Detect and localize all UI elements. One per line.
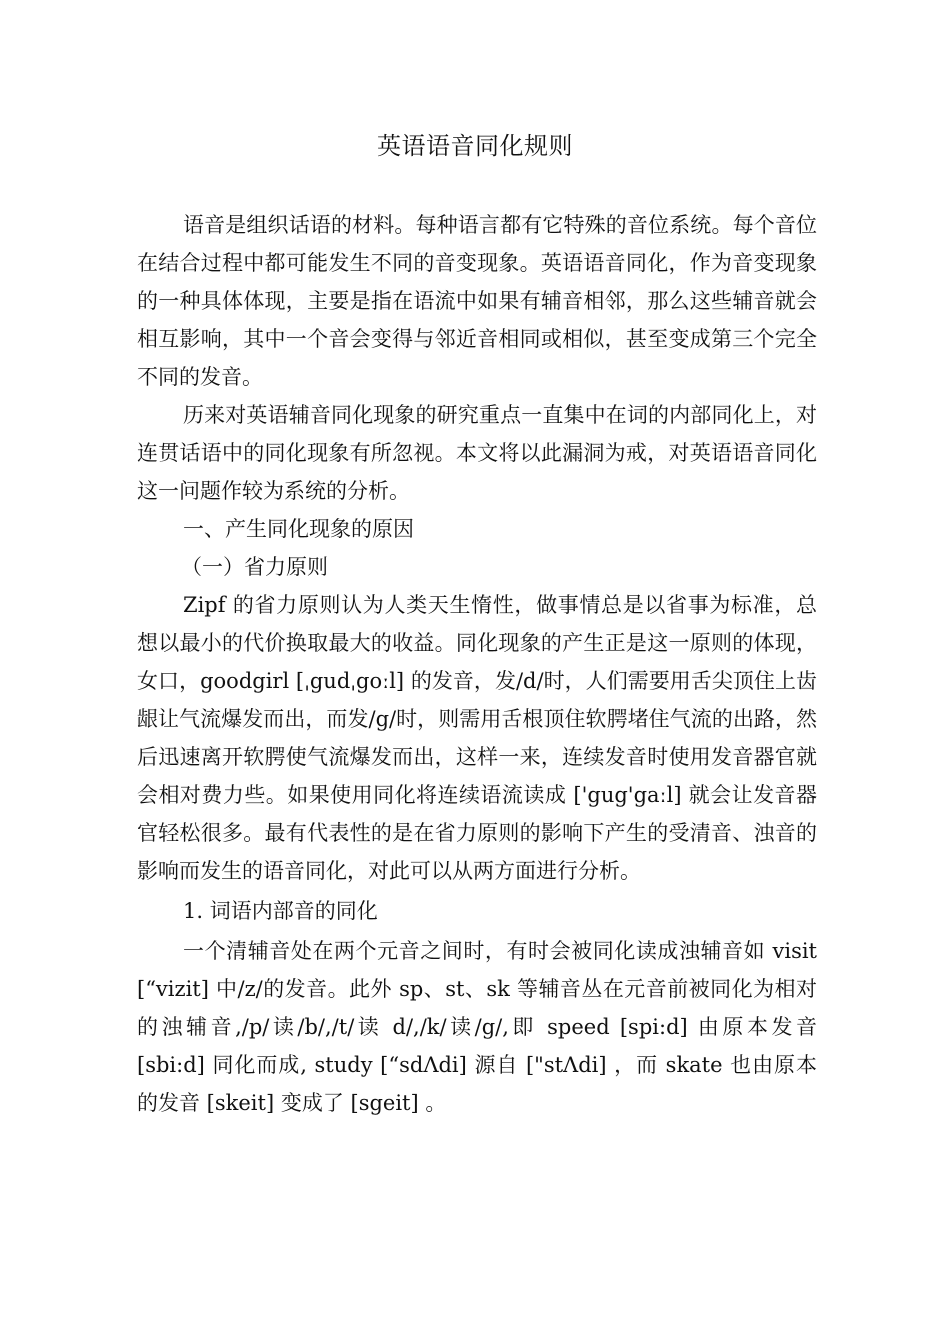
section-heading: 一、产生同化现象的原因 [183,517,414,541]
document-body [137,206,817,1122]
paragraph-intro: 语音是组织话语的材料。每种语言都有它特殊的音位系统。每个音位在结合过程中都可能发生不同的音变现象。英语语音同化，作为音变现象的一种具体体现，主要是指在语流中如果有辅音相邻，那么这些辅音就会相互影响，其中一个音会变得与邻近音相同或相似，甚至变成第三个完全不同的发音。 [137,213,817,389]
subsubsection-heading: 1. 词语内部音的同化 [183,899,378,923]
subsection-heading: （一）省力原则 [181,555,328,579]
paragraph-zipf: Zipf 的省力原则认为人类天生惰性，做事情总是以省事为标准，总想以最小的代价换取最大的收益。同化现象的产生正是这一原则的体现，女口，goodgirl [ˌgudˌgoːl] 的发音，发/d/时，人们需要用舌尖顶住上齿龈让气流爆发而出，而发/g/时，则需用舌根顶住软腭堵住气流的出路，然后迅速离开软腭使气流爆发而出，这样一来，连续发音时使用发音器官就会相对费力些。如果使用同化将连续语流读成 ['gug'gaːl] 就会让发音器官轻松很多。最有代表性的是在省力原则的影响下产生的受清音、浊音的影响而发生的语音同化，对此可以从两方面进行分析。 [137,593,817,883]
paragraph-research: 历来对英语辅音同化现象的研究重点一直集中在词的内部同化上，对连贯话语中的同化现象有所忽视。本文将以此漏洞为戒，对英语语音同化这一问题作较为系统的分析。 [137,403,817,503]
paragraph-word-internal: 一个清辅音处在两个元音之间时，有时会被同化读成浊辅音如 visit [“vizit] 中/z/的发音。此外 sp、st、sk 等辅音丛在元音前被同化为相对的浊辅音,/p/读/b/,/t/读 d/,/k/读/g/,即 speed [spi:d] 由原本发音 [sbi:d] 同化而成, study [“sdΛdi] 源自 ["stΛdi] ，而 skate 也由原本的发音 [skeit] 变成了 [sgeit] 。 [137,939,817,1115]
document-title: 英语语音同化规则 [377,132,573,160]
